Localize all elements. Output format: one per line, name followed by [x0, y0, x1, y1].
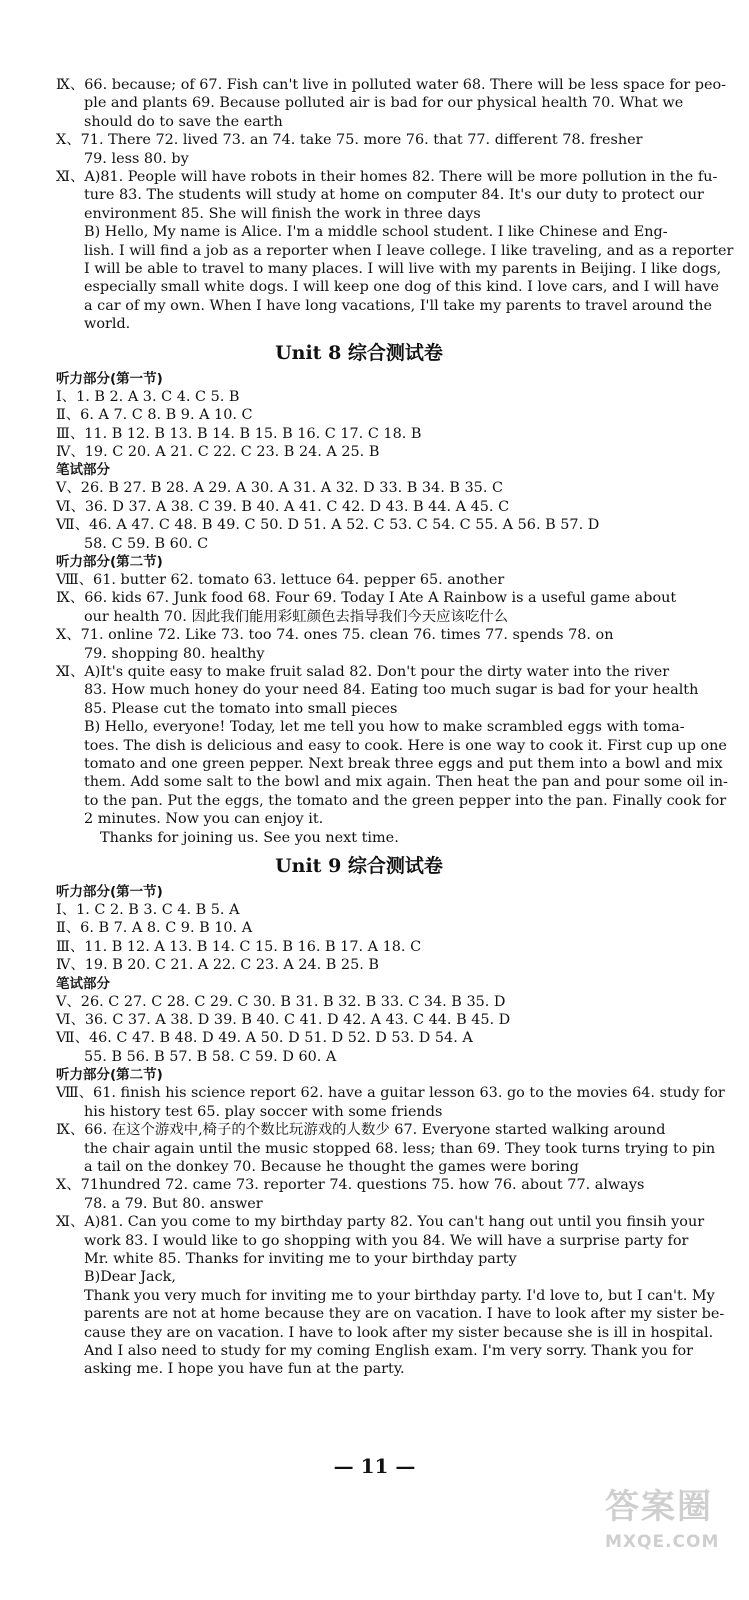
text-line: his history test 65. play soccer with some friends	[84, 1103, 443, 1120]
text-line: should do to save the earth	[84, 113, 283, 130]
text-line: B)Dear Jack,	[84, 1269, 176, 1286]
text-line: I will be able to travel to many places. I will live with my parents in Beijing. I like dogs,	[84, 261, 722, 278]
text-line: work 83. I would like to go shopping with you 84. We will have a surprise party for	[84, 1232, 689, 1249]
text-line: 55. B 56. B 57. B 58. C 59. D 60. A	[84, 1048, 337, 1065]
text-line: 78. a 79. But 80. answer	[84, 1195, 263, 1212]
text-line: 58. C 59. B 60. C	[84, 535, 209, 552]
text-line: Ⅰ、1. B 2. A 3. C 4. C 5. B	[56, 388, 240, 405]
text-line: them. Add some salt to the bowl and mix again. Then heat the pan and pour some oil in-	[84, 774, 728, 791]
section-heading: 笔试部分	[56, 975, 110, 992]
text-line: a car of my own. When I have long vacations, I'll take my parents to travel around the	[84, 297, 713, 314]
text-line: Ⅰ、1. C 2. B 3. C 4. B 5. A	[56, 902, 240, 919]
text-line: the chair again until the music stopped 68. less; than 69. They took turns trying to pin	[84, 1140, 716, 1157]
text-line: Thank you very much for inviting me to your birthday party. I'd love to, but I can't. My	[84, 1287, 715, 1304]
text-line: ture 83. The students will study at home on computer 84. It's our duty to protect our	[84, 187, 704, 204]
section-heading: 听力部分(第二节)	[56, 553, 163, 570]
text-line: Ⅺ、A)81. People will have robots in their homes 82. There will be more pollution in the fu-	[56, 169, 718, 186]
text-line: 79. shopping 80. healthy	[84, 645, 265, 662]
text-line: Ⅸ、66. because; of 67. Fish can't live in polluted water 68. There will be less space for peo-	[56, 77, 727, 93]
page-number: — 11 —	[333, 1454, 416, 1478]
text-line: Ⅳ、19. B 20. C 21. A 22. C 23. A 24. B 25. B	[56, 957, 379, 974]
text-line: B) Hello, everyone! Today, let me tell you how to make scrambled eggs with toma-	[84, 719, 685, 736]
text-line: And I also need to study for my coming English exam. I'm very sorry. Thank you for	[84, 1342, 693, 1359]
watermark	[605, 1482, 740, 1594]
text-line: cause they are on vacation. I have to look after my sister because she is ill in hospital.	[84, 1324, 714, 1341]
text-line: ple and plants 69. Because polluted air is bad for our physical health 70. What we	[84, 95, 684, 112]
watermark-url: MXQE.COM	[605, 1532, 720, 1552]
text-line: Ⅲ、11. B 12. B 13. B 14. B 15. B 16. C 17. C 18. B	[56, 425, 422, 442]
unit-9-title: Unit 9 综合测试卷	[275, 855, 443, 878]
text-line: 85. Please cut the tomato into small pieces	[84, 700, 398, 717]
text-line: Ⅱ、6. B 7. A 8. C 9. B 10. A	[56, 920, 253, 937]
section-heading: 听力部分(第一节)	[56, 884, 163, 901]
unit-8-title: Unit 8 综合测试卷	[275, 341, 443, 364]
text-line: Ⅸ、66. 在这个游戏中,椅子的个数比玩游戏的人数少 67. Everyone started walking around	[56, 1122, 666, 1139]
watermark-logo: 答案圈	[605, 1487, 713, 1527]
text-line: Ⅶ、46. A 47. C 48. B 49. C 50. D 51. A 52. C 53. C 54. C 55. A 56. B 57. D	[56, 517, 600, 534]
text-line: asking me. I hope you have fun at the party.	[84, 1361, 405, 1378]
text-line: Ⅶ、46. C 47. B 48. D 49. A 50. D 51. D 52. D 53. D 54. A	[56, 1030, 473, 1047]
text-line: Ⅴ、26. C 27. C 28. C 29. C 30. B 31. B 32. B 33. C 34. B 35. D	[56, 993, 506, 1010]
text-line: Ⅷ、61. butter 62. tomato 63. lettuce 64. pepper 65. another	[56, 571, 505, 588]
text-line: especially small white dogs. I will keep one dog of this kind. I love cars, and I will have	[84, 279, 720, 296]
text-line: environment 85. She will finish the work in three days	[84, 205, 481, 222]
text-line: Ⅱ、6. A 7. C 8. B 9. A 10. C	[56, 407, 253, 424]
text-line: Thanks for joining us. See you next time.	[100, 829, 399, 846]
text-line: a tail on the donkey 70. Because he thought the games were boring	[84, 1158, 579, 1175]
text-line: world.	[84, 316, 131, 333]
text-line: Ⅺ、A)It's quite easy to make fruit salad 82. Don't pour the dirty water into the river	[56, 663, 670, 680]
text-line: Ⅵ、36. D 37. A 38. C 39. B 40. A 41. C 42. D 43. B 44. A 45. C	[56, 498, 510, 515]
text-line: 79. less 80. by	[84, 150, 189, 167]
section-heading: 听力部分(第一节)	[56, 370, 163, 387]
text-line: Mr. white 85. Thanks for inviting me to your birthday party	[84, 1250, 517, 1267]
text-line: our health 70. 因此我们能用彩虹颜色去指导我们今天应该吃什么	[84, 608, 509, 625]
text-line: Ⅹ、71. online 72. Like 73. too 74. ones 75. clean 76. times 77. spends 78. on	[56, 627, 614, 644]
text-line: B) Hello, My name is Alice. I'm a middle school student. I like Chinese and Eng-	[84, 224, 668, 241]
text-line: Ⅵ、36. C 37. A 38. D 39. B 40. C 41. D 42. A 43. C 44. B 45. D	[56, 1012, 511, 1029]
text-line: parents are not at home because they are on vacation. I have to look after my sister be-	[84, 1306, 725, 1323]
section-heading: 听力部分(第二节)	[56, 1067, 163, 1084]
text-line: Ⅹ、71. There 72. lived 73. an 74. take 75. more 76. that 77. different 78. fresher	[56, 132, 643, 149]
text-line: to the pan. Put the eggs, the tomato and the green pepper into the pan. Finally cook for	[84, 792, 727, 809]
text-line: Ⅷ、61. finish his science report 62. have a guitar lesson 63. go to the movies 64. study for	[56, 1085, 725, 1102]
text-line: 83. How much honey do your need 84. Eating too much sugar is bad for your health	[84, 682, 699, 699]
text-line: Ⅺ、A)81. Can you come to my birthday party 82. You can't hang out until you finsih your	[56, 1214, 705, 1231]
text-line: tomato and one green pepper. Next break three eggs and put them into a bowl and mix	[84, 756, 723, 772]
section-heading: 笔试部分	[56, 462, 110, 479]
text-line: Ⅸ、66. kids 67. Junk food 68. Four 69. Today I Ate A Rainbow is a useful game about	[56, 590, 677, 607]
answer-key-page	[56, 76, 734, 1379]
text-line: 2 minutes. Now you can enjoy it.	[84, 811, 324, 828]
text-line: toes. The dish is delicious and easy to cook. Here is one way to cook it. First cup up one	[84, 737, 727, 754]
text-line: Ⅳ、19. C 20. A 21. C 22. C 23. B 24. A 25. B	[56, 443, 380, 460]
text-line: Ⅹ、71hundred 72. came 73. reporter 74. questions 75. how 76. about 77. always	[56, 1177, 645, 1194]
text-line: Ⅴ、26. B 27. B 28. A 29. A 30. A 31. A 32. D 33. B 34. B 35. C	[56, 480, 503, 497]
text-line: Ⅲ、11. B 12. A 13. B 14. C 15. B 16. B 17. A 18. C	[56, 938, 422, 955]
text-line: lish. I will find a job as a reporter when I leave college. I like traveling, and as a reporter	[84, 242, 734, 259]
